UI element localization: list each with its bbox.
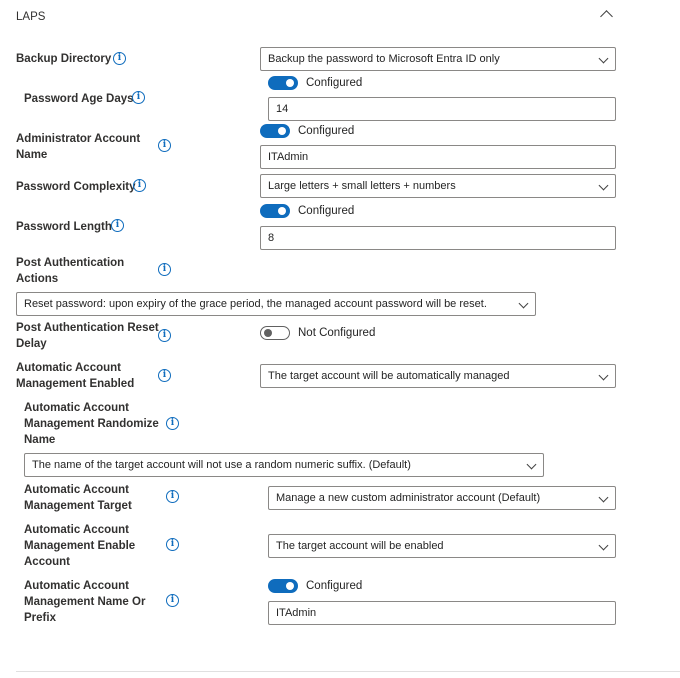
info-icon[interactable]: i bbox=[111, 219, 124, 232]
auto-mgmt-target-label: Automatic Account Management Target bbox=[24, 484, 132, 512]
auto-mgmt-enable-account-select[interactable] bbox=[268, 534, 616, 558]
post-auth-reset-delay-label: Post Authentication Reset Delay bbox=[16, 322, 159, 350]
admin-account-name-label: Administrator Account Name bbox=[16, 133, 141, 161]
auto-mgmt-enable-account-label: Automatic Account Management Enable Account bbox=[24, 524, 136, 568]
chevron-down-icon bbox=[599, 493, 609, 503]
auto-mgmt-randomize-value: The name of the target account will not use a random numeric suffix. (Default) bbox=[32, 459, 411, 471]
chevron-down-icon bbox=[519, 299, 529, 309]
chevron-down-icon bbox=[527, 460, 537, 470]
auto-mgmt-randomize-label: Automatic Account Management Randomize Name bbox=[24, 402, 159, 446]
post-auth-actions-select[interactable] bbox=[16, 292, 536, 316]
info-icon[interactable]: i bbox=[166, 490, 179, 503]
auto-mgmt-enabled-value: The target account will be automatically managed bbox=[268, 370, 510, 382]
password-age-days-toggle-label: Configured bbox=[306, 77, 363, 89]
info-icon[interactable]: i bbox=[166, 594, 179, 607]
password-complexity-label: Password Complexity bbox=[16, 181, 136, 193]
info-icon[interactable]: i bbox=[158, 329, 171, 342]
password-length-input[interactable]: 8 bbox=[260, 226, 616, 250]
info-icon[interactable]: i bbox=[132, 91, 145, 104]
admin-account-name-toggle[interactable] bbox=[260, 124, 290, 138]
chevron-down-icon bbox=[599, 541, 609, 551]
info-icon[interactable]: i bbox=[166, 538, 179, 551]
auto-mgmt-enabled-select[interactable] bbox=[260, 364, 616, 388]
info-icon[interactable]: i bbox=[133, 179, 146, 192]
auto-mgmt-enable-account-value: The target account will be enabled bbox=[276, 540, 444, 552]
post-auth-actions-value: Reset password: upon expiry of the grace period, the managed account password will be reset. bbox=[24, 298, 487, 310]
chevron-down-icon bbox=[599, 371, 609, 381]
chevron-down-icon bbox=[599, 54, 609, 64]
info-icon[interactable]: i bbox=[158, 139, 171, 152]
backup-directory-select[interactable] bbox=[260, 47, 616, 71]
auto-mgmt-name-prefix-toggle-label: Configured bbox=[306, 580, 363, 592]
post-auth-actions-label: Post Authentication Actions bbox=[16, 257, 125, 285]
password-age-days-label: Password Age Days bbox=[24, 93, 134, 105]
info-icon[interactable]: i bbox=[113, 52, 126, 65]
auto-mgmt-name-prefix-input[interactable]: ITAdmin bbox=[268, 601, 616, 625]
section-title: LAPS bbox=[16, 11, 46, 23]
password-length-toggle[interactable] bbox=[260, 204, 290, 218]
auto-mgmt-name-prefix-label: Automatic Account Management Name Or Prefix bbox=[24, 580, 146, 624]
post-auth-reset-delay-toggle-label: Not Configured bbox=[298, 327, 376, 339]
auto-mgmt-name-prefix-toggle[interactable] bbox=[268, 579, 298, 593]
password-length-label: Password Length bbox=[16, 221, 112, 233]
post-auth-reset-delay-toggle[interactable] bbox=[260, 326, 290, 340]
chevron-down-icon bbox=[599, 181, 609, 191]
auto-mgmt-enabled-label: Automatic Account Management Enabled bbox=[16, 362, 135, 390]
backup-directory-label: Backup Directory bbox=[16, 53, 112, 65]
auto-mgmt-target-select[interactable] bbox=[268, 486, 616, 510]
admin-account-name-input[interactable]: ITAdmin bbox=[260, 145, 616, 169]
info-icon[interactable]: i bbox=[158, 263, 171, 276]
auto-mgmt-target-value: Manage a new custom administrator account (Default) bbox=[276, 492, 541, 504]
chevron-up-icon[interactable] bbox=[600, 10, 613, 23]
info-icon[interactable]: i bbox=[166, 417, 179, 430]
backup-directory-value: Backup the password to Microsoft Entra ID only bbox=[268, 53, 500, 65]
password-age-days-input[interactable]: 14 bbox=[268, 97, 616, 121]
password-length-toggle-label: Configured bbox=[298, 205, 355, 217]
password-complexity-select[interactable] bbox=[260, 174, 616, 198]
auto-mgmt-randomize-select[interactable] bbox=[24, 453, 544, 477]
admin-account-name-toggle-label: Configured bbox=[298, 125, 355, 137]
password-complexity-value: Large letters + small letters + numbers bbox=[268, 180, 456, 192]
info-icon[interactable]: i bbox=[158, 369, 171, 382]
section-divider bbox=[16, 671, 680, 672]
password-age-days-toggle[interactable] bbox=[268, 76, 298, 90]
